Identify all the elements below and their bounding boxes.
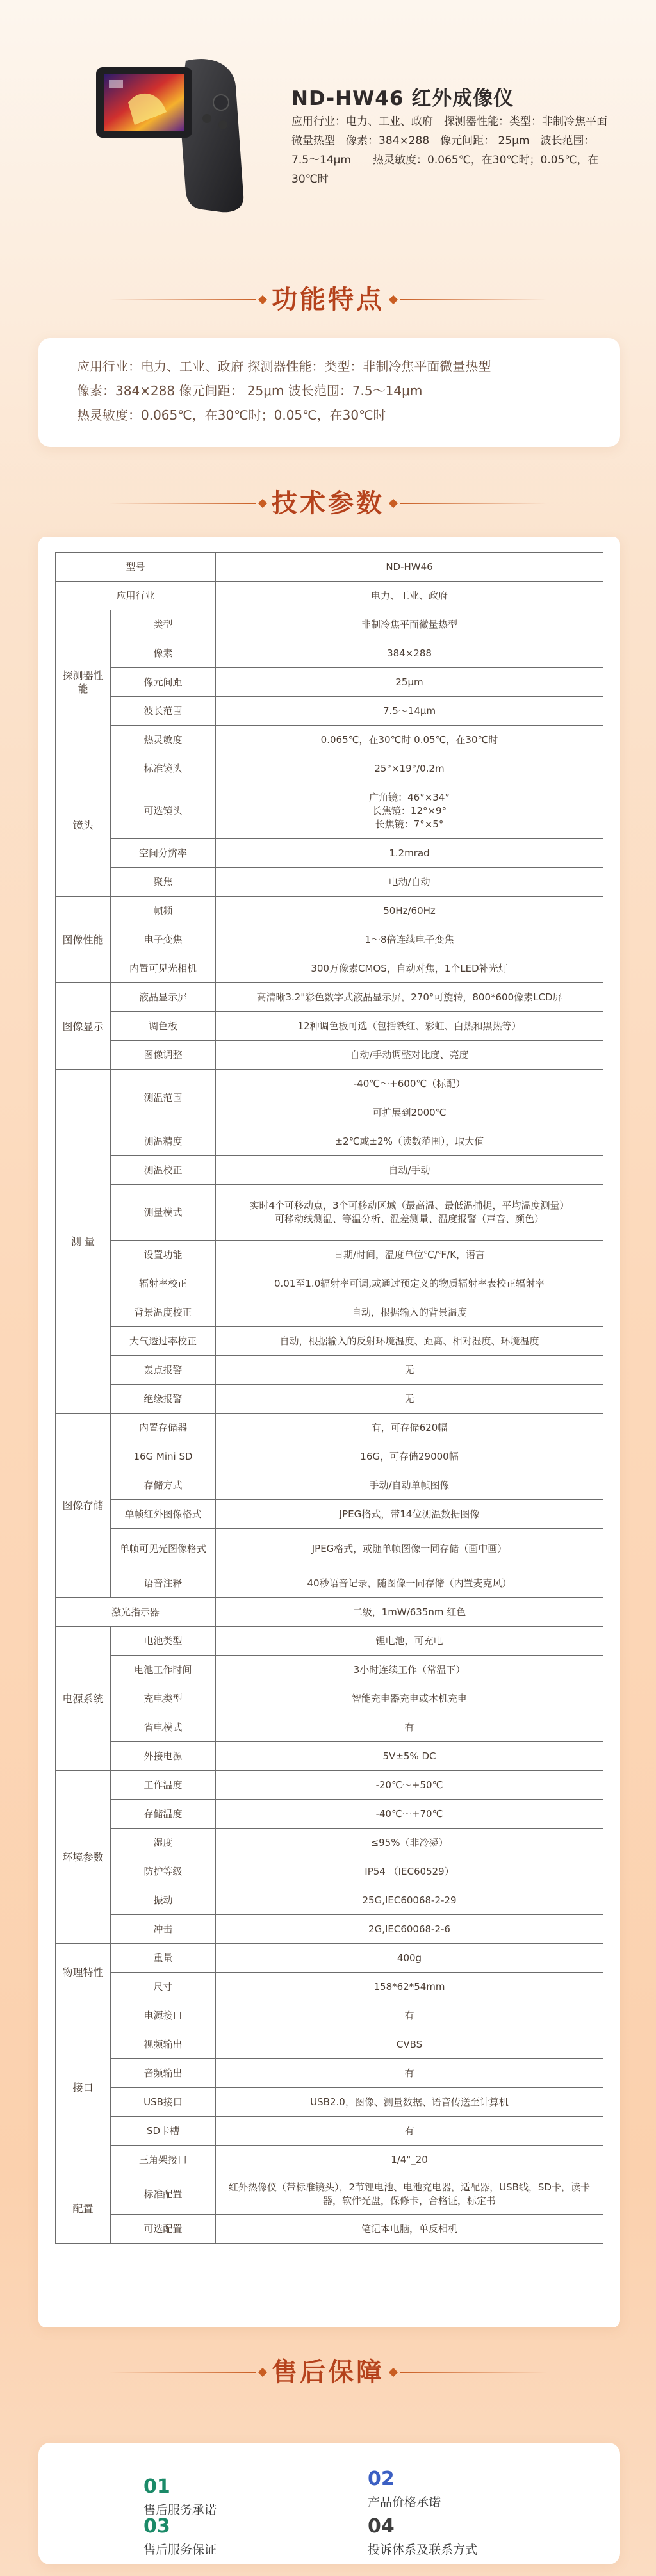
table-row bbox=[56, 1327, 603, 1356]
table-row bbox=[56, 726, 603, 754]
spec-category: 图像存储 bbox=[56, 1414, 111, 1598]
table-row bbox=[56, 1598, 603, 1627]
header-line-right bbox=[400, 2372, 547, 2373]
table-row bbox=[56, 1298, 603, 1327]
table-row bbox=[56, 2001, 603, 2030]
table-row bbox=[56, 1684, 603, 1713]
spec-label: 像素 bbox=[111, 639, 216, 668]
header-line-right bbox=[400, 503, 547, 504]
after-sales-section-header bbox=[0, 2354, 656, 2390]
table-row bbox=[56, 697, 603, 726]
table-row bbox=[56, 1500, 603, 1529]
spec-value: 3小时连续工作（常温下） bbox=[216, 1656, 603, 1684]
table-row bbox=[56, 925, 603, 954]
table-row bbox=[56, 783, 603, 839]
spec-value: 12种调色板可选（包括铁红、彩虹、白热和黑热等） bbox=[216, 1012, 603, 1041]
spec-value: 无 bbox=[216, 1356, 603, 1385]
table-row bbox=[56, 553, 603, 582]
spec-value: 1/4"_20 bbox=[216, 2146, 603, 2174]
spec-value: 400g bbox=[216, 1944, 603, 1973]
spec-value: 1.2mrad bbox=[216, 839, 603, 868]
spec-value: JPEG格式，带14位测温数据图像 bbox=[216, 1500, 603, 1529]
spec-label: 测温精度 bbox=[111, 1127, 216, 1156]
table-row bbox=[56, 582, 603, 610]
specs-section-header bbox=[0, 485, 656, 521]
spec-label: 充电类型 bbox=[111, 1684, 216, 1713]
feature-line: 像素：384×288 像元间距： 25μm 波长范围：7.5～14μm bbox=[77, 383, 423, 398]
after-sales-card bbox=[38, 2443, 620, 2564]
table-row bbox=[56, 1915, 603, 1944]
thermal-camera-image bbox=[90, 35, 247, 215]
spec-value: -40℃～+600℃（标配） bbox=[216, 1070, 603, 1098]
spec-label: 可选镜头 bbox=[111, 783, 216, 839]
service-number: 02 bbox=[368, 2468, 395, 2490]
spec-value: 广角镜：46°×34° 长焦镜：12°×9° 长焦镜：7°×5° bbox=[216, 783, 603, 839]
table-row bbox=[56, 1356, 603, 1385]
spec-value: 40秒语音记录，随图像一同存储（内置麦克风） bbox=[216, 1569, 603, 1598]
table-row bbox=[56, 2059, 603, 2088]
spec-value: 0.01至1.0辐射率可调,或通过预定义的物质辐射率表校正辐射率 bbox=[216, 1269, 603, 1298]
feature-line: 应用行业：电力、工业、政府 探测器性能：类型：非制冷焦平面微量热型 bbox=[77, 359, 491, 374]
service-label: 投诉体系及联系方式 bbox=[368, 2543, 478, 2557]
spec-label: 型号 bbox=[56, 553, 216, 582]
features-title: 功能特点 bbox=[272, 285, 384, 314]
spec-value: 2G,IEC60068-2-6 bbox=[216, 1915, 603, 1944]
service-label: 产品价格承诺 bbox=[368, 2495, 441, 2509]
spec-label: 外接电源 bbox=[111, 1742, 216, 1771]
spec-value: 16G，可存储29000幅 bbox=[216, 1442, 603, 1471]
spec-label: 16G Mini SD bbox=[111, 1442, 216, 1471]
table-row bbox=[56, 1269, 603, 1298]
spec-value: ±2℃或±2%（读数范围），取大值 bbox=[216, 1127, 603, 1156]
spec-value: 电力、工业、政府 bbox=[216, 582, 603, 610]
table-row bbox=[56, 868, 603, 897]
spec-value: USB2.0，图像、测量数据、语音传送至计算机 bbox=[216, 2088, 603, 2117]
features-card bbox=[38, 338, 620, 447]
spec-value: 25°×19°/0.2m bbox=[216, 754, 603, 783]
hero-section bbox=[0, 0, 656, 243]
spec-category: 探测器性能 bbox=[56, 610, 111, 754]
spec-value: -20℃～+50℃ bbox=[216, 1771, 603, 1800]
table-row bbox=[56, 897, 603, 925]
spec-category: 接口 bbox=[56, 2001, 111, 2174]
spec-value: 高清晰3.2"彩色数字式液晶显示屏，270°可旋转，800*600像素LCD屏 bbox=[216, 983, 603, 1012]
spec-label: 激光指示器 bbox=[56, 1598, 216, 1627]
spec-label: 测温校正 bbox=[111, 1156, 216, 1185]
table-row bbox=[56, 1127, 603, 1156]
spec-label: 绝缘报警 bbox=[111, 1385, 216, 1414]
spec-label: 背景温度校正 bbox=[111, 1298, 216, 1327]
spec-category: 测 量 bbox=[56, 1070, 111, 1414]
service-number: 04 bbox=[368, 2515, 395, 2538]
spec-value: 300万像素CMOS，自动对焦，1个LED补光灯 bbox=[216, 954, 603, 983]
table-row bbox=[56, 1241, 603, 1269]
spec-label: 电子变焦 bbox=[111, 925, 216, 954]
table-row bbox=[56, 1800, 603, 1829]
spec-label: 湿度 bbox=[111, 1829, 216, 1857]
spec-value: 0.065℃，在30℃时 0.05℃，在30℃时 bbox=[216, 726, 603, 754]
spec-label: 应用行业 bbox=[56, 582, 216, 610]
table-row bbox=[56, 2117, 603, 2146]
spec-label: 标准镜头 bbox=[111, 754, 216, 783]
table-row bbox=[56, 1385, 603, 1414]
header-line-left bbox=[109, 2372, 256, 2373]
spec-value: 自动，根据输入的背景温度 bbox=[216, 1298, 603, 1327]
spec-label: 电池类型 bbox=[111, 1627, 216, 1656]
spec-label: 辐射率校正 bbox=[111, 1269, 216, 1298]
spec-value: 25G,IEC60068-2-29 bbox=[216, 1886, 603, 1915]
spec-value: 5V±5% DC bbox=[216, 1742, 603, 1771]
spec-value: 可扩展到2000℃ bbox=[216, 1098, 603, 1127]
spec-label: 存储温度 bbox=[111, 1800, 216, 1829]
spec-value: 7.5～14μm bbox=[216, 697, 603, 726]
spec-value: 有 bbox=[216, 2059, 603, 2088]
spec-label: 电池工作时间 bbox=[111, 1656, 216, 1684]
table-row bbox=[56, 1156, 603, 1185]
table-row bbox=[56, 1713, 603, 1742]
spec-value: IP54 （IEC60529） bbox=[216, 1857, 603, 1886]
product-title: ND-HW46 红外成像仪 bbox=[291, 87, 514, 110]
spec-value: 无 bbox=[216, 1385, 603, 1414]
spec-value: 日期/时间，温度单位℃/℉/K，语言 bbox=[216, 1241, 603, 1269]
spec-label: 振动 bbox=[111, 1886, 216, 1915]
spec-label: 轰点报警 bbox=[111, 1356, 216, 1385]
spec-label: 存储方式 bbox=[111, 1471, 216, 1500]
table-row bbox=[56, 1656, 603, 1684]
spec-label: 音频输出 bbox=[111, 2059, 216, 2088]
service-item[interactable] bbox=[144, 2516, 217, 2557]
spec-value: 红外热像仪（带标准镜头），2节锂电池、电池充电器，适配器，USB线，SD卡，读卡器，软件光盘，保修卡，合格证，标定书 bbox=[216, 2174, 603, 2215]
spec-value: 实时4个可移动点，3个可移动区域（最高温、最低温捕捉，平均温度测量） 可移动线测温、等温分析、温差测量、温度报警（声音、颜色） bbox=[216, 1185, 603, 1241]
spec-value: ND-HW46 bbox=[216, 553, 603, 582]
spec-value: 25μm bbox=[216, 668, 603, 697]
table-row bbox=[56, 610, 603, 639]
table-row bbox=[56, 1442, 603, 1471]
table-row bbox=[56, 2030, 603, 2059]
spec-label: 热灵敏度 bbox=[111, 726, 216, 754]
service-label: 售后服务保证 bbox=[144, 2543, 217, 2557]
table-row bbox=[56, 1742, 603, 1771]
spec-label: 像元间距 bbox=[111, 668, 216, 697]
spec-value: 50Hz/60Hz bbox=[216, 897, 603, 925]
spec-label: 液晶显示屏 bbox=[111, 983, 216, 1012]
spec-label: 省电模式 bbox=[111, 1713, 216, 1742]
table-row bbox=[56, 1857, 603, 1886]
spec-value: 有 bbox=[216, 1713, 603, 1742]
header-line-right bbox=[400, 299, 547, 300]
table-row bbox=[56, 1012, 603, 1041]
product-summary: 应用行业：电力、工业、政府 探测器性能：类型：非制冷焦平面微量热型 像素：384×288 像元间距： 25μm 波长范围：7.5～14μm 热灵敏度：0.065℃，在30℃时；0.05℃，在30℃时 bbox=[291, 115, 607, 186]
spec-value: 自动，根据输入的反射环境温度、距离、相对湿度、环境温度 bbox=[216, 1327, 603, 1356]
table-row bbox=[56, 1414, 603, 1442]
after-sales-title: 售后保障 bbox=[272, 2358, 384, 2387]
table-row bbox=[56, 1185, 603, 1241]
spec-card bbox=[38, 537, 620, 2327]
spec-label: 内置存储器 bbox=[111, 1414, 216, 1442]
spec-label: 标准配置 bbox=[111, 2174, 216, 2215]
table-row bbox=[56, 2215, 603, 2244]
table-row bbox=[56, 1627, 603, 1656]
table-row bbox=[56, 839, 603, 868]
spec-label: USB接口 bbox=[111, 2088, 216, 2117]
spec-label: 空间分辨率 bbox=[111, 839, 216, 868]
table-row bbox=[56, 2174, 603, 2215]
spec-label: 聚焦 bbox=[111, 868, 216, 897]
spec-label: 冲击 bbox=[111, 1915, 216, 1944]
spec-value: 电动/自动 bbox=[216, 868, 603, 897]
spec-label: 单帧红外图像格式 bbox=[111, 1500, 216, 1529]
table-row bbox=[56, 1829, 603, 1857]
service-number: 01 bbox=[144, 2475, 170, 2498]
service-label: 售后服务承诺 bbox=[144, 2503, 217, 2517]
spec-label: 图像调整 bbox=[111, 1041, 216, 1070]
spec-label: 内置可见光相机 bbox=[111, 954, 216, 983]
spec-table bbox=[55, 552, 603, 2244]
table-row bbox=[56, 2146, 603, 2174]
header-line-left bbox=[109, 299, 256, 300]
header-line-left bbox=[109, 503, 256, 504]
table-row bbox=[56, 1944, 603, 1973]
table-row bbox=[56, 1886, 603, 1915]
spec-category: 电源系统 bbox=[56, 1627, 111, 1771]
table-row bbox=[56, 1529, 603, 1569]
spec-category: 图像性能 bbox=[56, 897, 111, 983]
spec-label: 大气透过率校正 bbox=[111, 1327, 216, 1356]
spec-category: 配置 bbox=[56, 2174, 111, 2244]
spec-value: JPEG格式，或随单帧图像一同存储（画中画） bbox=[216, 1529, 603, 1569]
table-row bbox=[56, 1041, 603, 1070]
spec-category: 环境参数 bbox=[56, 1771, 111, 1944]
spec-value: 1～8倍连续电子变焦 bbox=[216, 925, 603, 954]
spec-value: 二级，1mW/635nm 红色 bbox=[216, 1598, 603, 1627]
spec-category: 镜头 bbox=[56, 754, 111, 897]
spec-label: 三角架接口 bbox=[111, 2146, 216, 2174]
table-row bbox=[56, 1070, 603, 1098]
spec-value: -40℃～+70℃ bbox=[216, 1800, 603, 1829]
spec-label: 测量模式 bbox=[111, 1185, 216, 1241]
spec-value: 有 bbox=[216, 2001, 603, 2030]
spec-value: 自动/手动 bbox=[216, 1156, 603, 1185]
service-item[interactable] bbox=[368, 2516, 477, 2557]
table-row bbox=[56, 639, 603, 668]
spec-category: 物理特性 bbox=[56, 1944, 111, 2001]
table-row bbox=[56, 2088, 603, 2117]
spec-category: 图像显示 bbox=[56, 983, 111, 1070]
spec-value: 158*62*54mm bbox=[216, 1973, 603, 2001]
spec-value: 智能充电器充电或本机充电 bbox=[216, 1684, 603, 1713]
table-row bbox=[56, 954, 603, 983]
spec-label: 设置功能 bbox=[111, 1241, 216, 1269]
spec-value: 有，可存储620幅 bbox=[216, 1414, 603, 1442]
service-item[interactable] bbox=[144, 2476, 217, 2518]
spec-label: SD卡槽 bbox=[111, 2117, 216, 2146]
spec-label: 可选配置 bbox=[111, 2215, 216, 2244]
spec-value: 笔记本电脑，单反相机 bbox=[216, 2215, 603, 2244]
spec-label: 电源接口 bbox=[111, 2001, 216, 2030]
service-number: 03 bbox=[144, 2515, 170, 2538]
spec-value: 有 bbox=[216, 2117, 603, 2146]
spec-label: 工作温度 bbox=[111, 1771, 216, 1800]
spec-label: 防护等级 bbox=[111, 1857, 216, 1886]
spec-label: 类型 bbox=[111, 610, 216, 639]
spec-label: 视频输出 bbox=[111, 2030, 216, 2059]
spec-value: 自动/手动调整对比度、亮度 bbox=[216, 1041, 603, 1070]
spec-label: 测温范围 bbox=[111, 1070, 216, 1127]
table-row bbox=[56, 1471, 603, 1500]
spec-label: 尺寸 bbox=[111, 1973, 216, 2001]
table-row bbox=[56, 1973, 603, 2001]
table-row bbox=[56, 668, 603, 697]
spec-label: 波长范围 bbox=[111, 697, 216, 726]
spec-label: 单帧可见光图像格式 bbox=[111, 1529, 216, 1569]
spec-label: 调色板 bbox=[111, 1012, 216, 1041]
table-row bbox=[56, 1569, 603, 1598]
service-item[interactable] bbox=[368, 2468, 441, 2510]
features-section-header bbox=[0, 282, 656, 318]
feature-line: 热灵敏度：0.065℃，在30℃时；0.05℃，在30℃时 bbox=[77, 407, 386, 423]
table-row bbox=[56, 754, 603, 783]
specs-title: 技术参数 bbox=[272, 489, 384, 518]
spec-label: 帧频 bbox=[111, 897, 216, 925]
spec-value: 384×288 bbox=[216, 639, 603, 668]
spec-value: 手动/自动单帧图像 bbox=[216, 1471, 603, 1500]
spec-value: ≤95%（非冷凝） bbox=[216, 1829, 603, 1857]
table-row bbox=[56, 1771, 603, 1800]
spec-label: 语音注释 bbox=[111, 1569, 216, 1598]
spec-value: 锂电池，可充电 bbox=[216, 1627, 603, 1656]
spec-value: CVBS bbox=[216, 2030, 603, 2059]
spec-value: 非制冷焦平面微量热型 bbox=[216, 610, 603, 639]
spec-label: 重量 bbox=[111, 1944, 216, 1973]
table-row bbox=[56, 983, 603, 1012]
